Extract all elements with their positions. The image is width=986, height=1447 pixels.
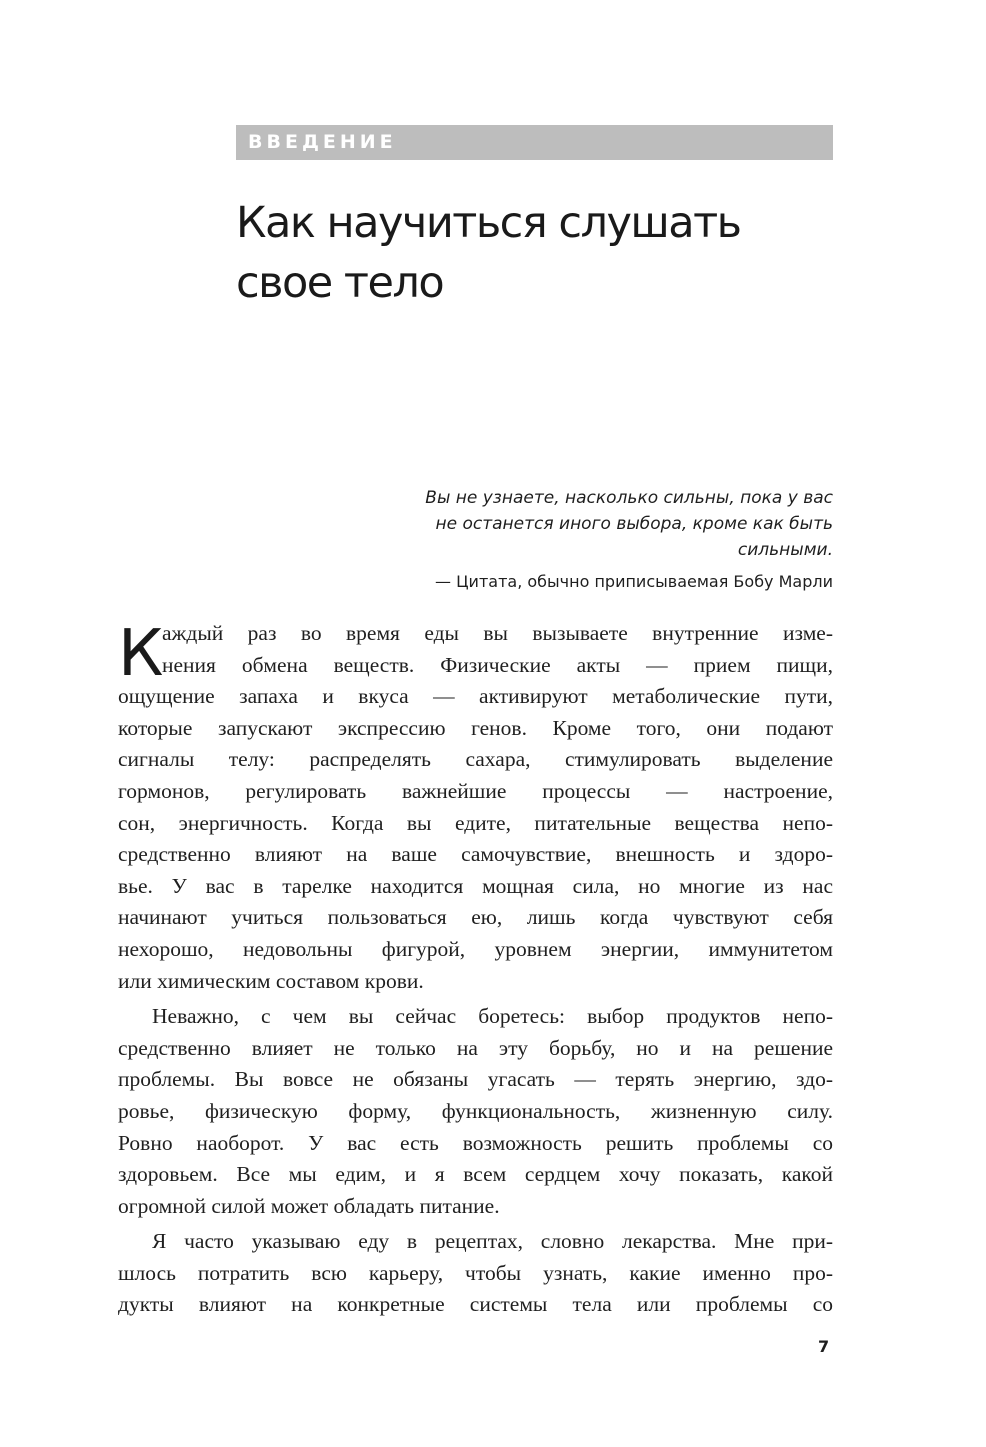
epigraph-quote-line: не останется иного выбора, кроме как быть	[435, 514, 833, 534]
text-line: аждый раз во время еды вы вызываете внутренние изме-	[162, 621, 833, 645]
epigraph-attribution: — Цитата, обычно приписываемая Бобу Марли	[435, 572, 833, 591]
page-number: 7	[818, 1337, 830, 1356]
chapter-title-line: Как научиться слушать	[236, 198, 741, 248]
text-line: Ровно наоборот. У вас есть возможность решить проблемы со	[118, 1130, 833, 1155]
epigraph-quote	[330, 485, 833, 563]
text-line: сигналы телу: распределять сахара, стимулировать выделение	[118, 747, 833, 772]
epigraph-quote-line: сильными.	[737, 540, 833, 560]
text-line: ощущение запаха и вкуса — активируют метаболические пути,	[118, 684, 833, 709]
text-line: средственно влияет не только на эту борьбу, но и на решение	[118, 1035, 833, 1060]
epigraph-quote-line: Вы не узнаете, насколько сильны, пока у вас	[425, 488, 833, 508]
text-line: средственно влияют на ваше самочувствие, внешность и здоро-	[118, 842, 833, 867]
text-line: которые запускают экспрессию генов. Кроме того, они подают	[118, 715, 833, 740]
text-line: нехорошо, недовольны фигурой, уровнем энергии, иммунитетом	[118, 936, 833, 961]
section-header-bar	[236, 125, 833, 160]
section-label: ВВЕДЕНИЕ	[248, 131, 397, 153]
text-line: шлось потратить всю карьеру, чтобы узнать, какие именно про-	[118, 1260, 833, 1285]
paragraph-3	[118, 1226, 833, 1321]
epigraph	[330, 485, 833, 595]
text-line: сон, энергичность. Когда вы едите, питательные вещества непо-	[118, 810, 833, 835]
text-line: огромной силой может обладать питание.	[118, 1193, 500, 1218]
paragraph-2	[118, 1001, 833, 1222]
text-line: нения обмена веществ. Физические акты — прием пищи,	[162, 652, 833, 677]
text-line: ровье, физическую форму, функциональность, жизненную силу.	[118, 1098, 833, 1123]
text-line: проблемы. Вы вовсе не обязаны угасать — терять энергию, здо-	[118, 1067, 833, 1092]
chapter-title-line: свое тело	[236, 258, 444, 308]
paragraph-1	[118, 618, 833, 997]
text-line: или химическим составом крови.	[118, 968, 424, 993]
text-line: Я часто указываю еду в рецептах, словно лекарства. Мне при-	[152, 1229, 833, 1254]
text-line: вье. У вас в тарелке находится мощная сила, но многие из нас	[118, 873, 833, 898]
body-text	[118, 618, 833, 1321]
chapter-title	[236, 193, 856, 313]
text-line: здоровьем. Все мы едим, и я всем сердцем хочу показать, какой	[118, 1162, 833, 1187]
text-line: начинают учиться пользоваться ею, лишь когда чувствуют себя	[118, 905, 833, 930]
text-line: Неважно, с чем вы сейчас боретесь: выбор продуктов непо-	[152, 1004, 833, 1029]
drop-cap: К	[118, 617, 164, 691]
text-line: дукты влияют на конкретные системы тела или проблемы со	[118, 1292, 833, 1317]
text-line: гормонов, регулировать важнейшие процессы — настроение,	[118, 778, 833, 803]
